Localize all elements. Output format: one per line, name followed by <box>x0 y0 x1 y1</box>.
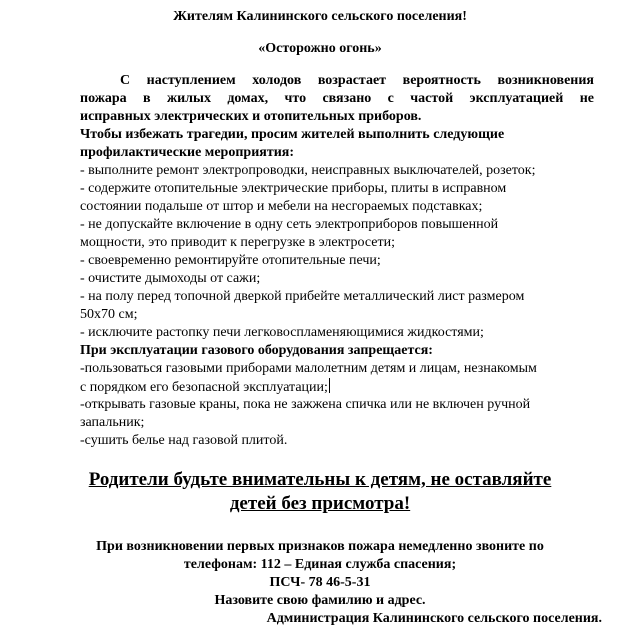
prevention-item: - не допускайте включение в одну сеть электроприборов повышенной <box>80 217 499 232</box>
gas-item: с порядком его безопасной эксплуатации; <box>80 380 328 395</box>
prevention-item: - на полу перед топочной дверкой прибейте металлический лист размером <box>80 289 525 304</box>
footer-line-2: телефонам: 112 – Единая служба спасения; <box>183 557 457 572</box>
footer-signature: Администрация Калининского сельского поселения. <box>266 611 602 626</box>
prevention-item: состоянии подальше от штор и мебели на несгораемых подставках; <box>80 199 483 214</box>
prevention-item: - исключите растопку печи легковоспламеняющимися жидкостями; <box>80 325 484 340</box>
header-address: Жителям Калининского сельского поселения! <box>173 9 467 24</box>
prevention-item: - очистите дымоходы от сажи; <box>80 271 261 286</box>
prevention-item: - своевременно ремонтируйте отопительные печи; <box>80 253 381 268</box>
header-title: «Осторожно огонь» <box>258 41 382 56</box>
prevention-item: - содержите отопительные электрические приборы, плиты в исправном <box>80 181 507 196</box>
gas-heading: При эксплуатации газового оборудования запрещается: <box>80 343 433 358</box>
slogan-line-2: детей без присмотра! <box>229 493 411 514</box>
gas-item-line <box>80 378 330 397</box>
gas-item: запальник; <box>80 415 145 430</box>
slogan-line-1: Родители будьте внимательны к детям, не оставляйте <box>88 469 552 490</box>
intro-line-2: пожара в жилых домах, что связано с частой эксплуатацией не <box>80 91 594 106</box>
gas-item: -открывать газовые краны, пока не зажжена спичка или не включен ручной <box>80 397 531 412</box>
prevention-item: мощности, это приводит к перегрузке в электросети; <box>80 235 395 250</box>
intro-line-3: исправных электрических и отопительных приборов. <box>80 109 422 124</box>
gas-item: -пользоваться газовыми приборами малолетним детям и лицам, незнакомым <box>80 361 537 376</box>
prevention-item: - выполните ремонт электропроводки, неисправных выключателей, розеток; <box>80 163 536 178</box>
intro-line-1: С наступлением холодов возрастает вероятность возникновения <box>120 73 594 88</box>
text-cursor <box>329 378 330 393</box>
prevention-heading-1: Чтобы избежать трагедии, просим жителей выполнить следующие <box>80 127 505 142</box>
gas-item: -сушить белье над газовой плитой. <box>80 433 288 448</box>
prevention-heading-2: профилактические мероприятия: <box>80 145 295 160</box>
prevention-item: 50х70 см; <box>80 307 138 322</box>
footer-phone: ПСЧ- 78 46-5-31 <box>269 575 371 590</box>
footer-line-1: При возникновении первых признаков пожара немедленно звоните по <box>96 539 544 554</box>
footer-line-4: Назовите свою фамилию и адрес. <box>214 593 426 608</box>
